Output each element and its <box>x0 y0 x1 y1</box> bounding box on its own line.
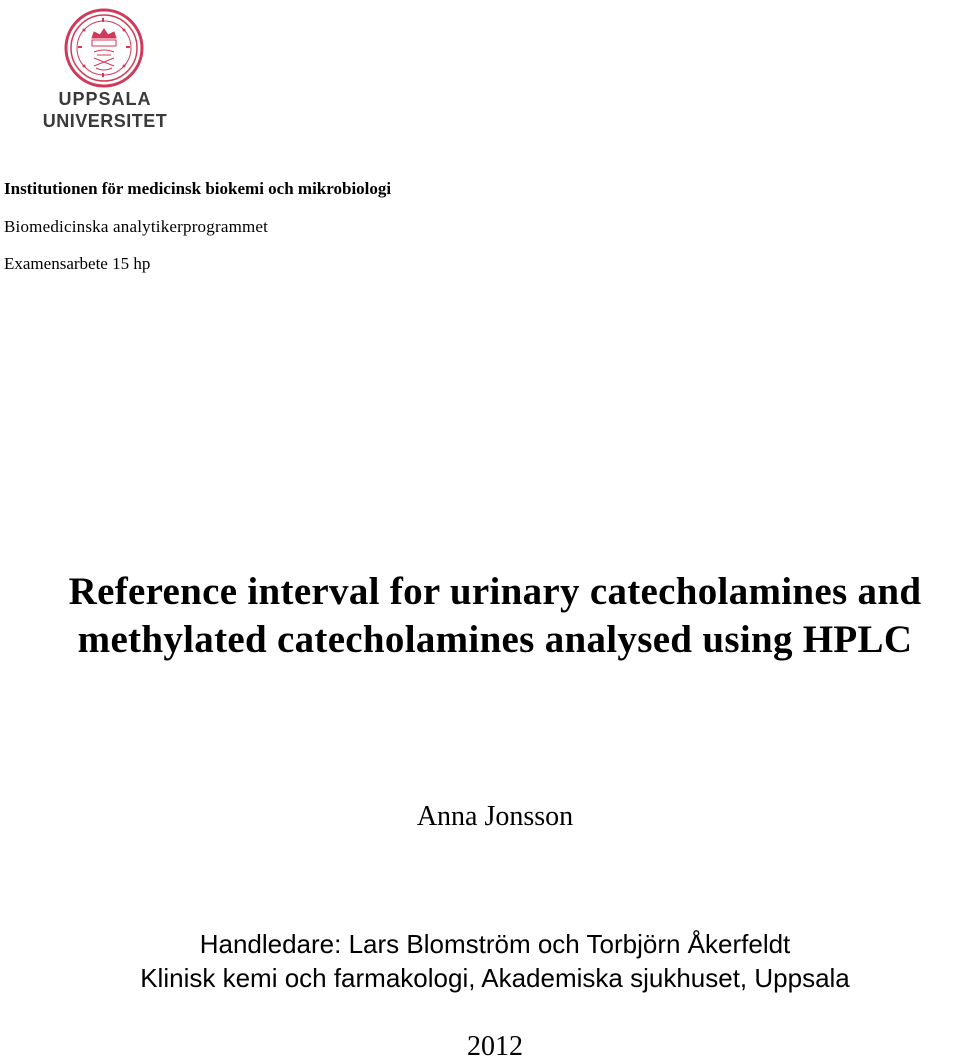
university-wordmark <box>30 90 180 130</box>
university-seal-icon <box>64 8 144 88</box>
department-name: Institutionen för medicinsk biokemi och mikrobiologi <box>4 179 392 198</box>
university-logo <box>30 6 180 138</box>
thesis-title <box>0 568 960 664</box>
affiliation-line: Klinisk kemi och farmakologi, Akademiska sjukhuset, Uppsala <box>140 963 850 993</box>
wordmark-line2: UNIVERSITET <box>42 111 168 131</box>
wordmark-line1: UPPSALA <box>58 89 152 109</box>
programme-name: Biomedicinska analytikerprogrammet <box>4 217 269 236</box>
publication-year: 2012 <box>467 1031 523 1062</box>
thesis-title-line2: methylated catecholamines analysed using HPLC <box>77 618 913 661</box>
supervisors-line: Handledare: Lars Blomström och Torbjörn Åkerfeldt <box>199 929 791 959</box>
exam-credits: Examensarbete 15 hp <box>4 254 151 273</box>
author-name: Anna Jonsson <box>416 801 574 832</box>
thesis-title-line1: Reference interval for urinary catecholamines and <box>68 570 922 613</box>
